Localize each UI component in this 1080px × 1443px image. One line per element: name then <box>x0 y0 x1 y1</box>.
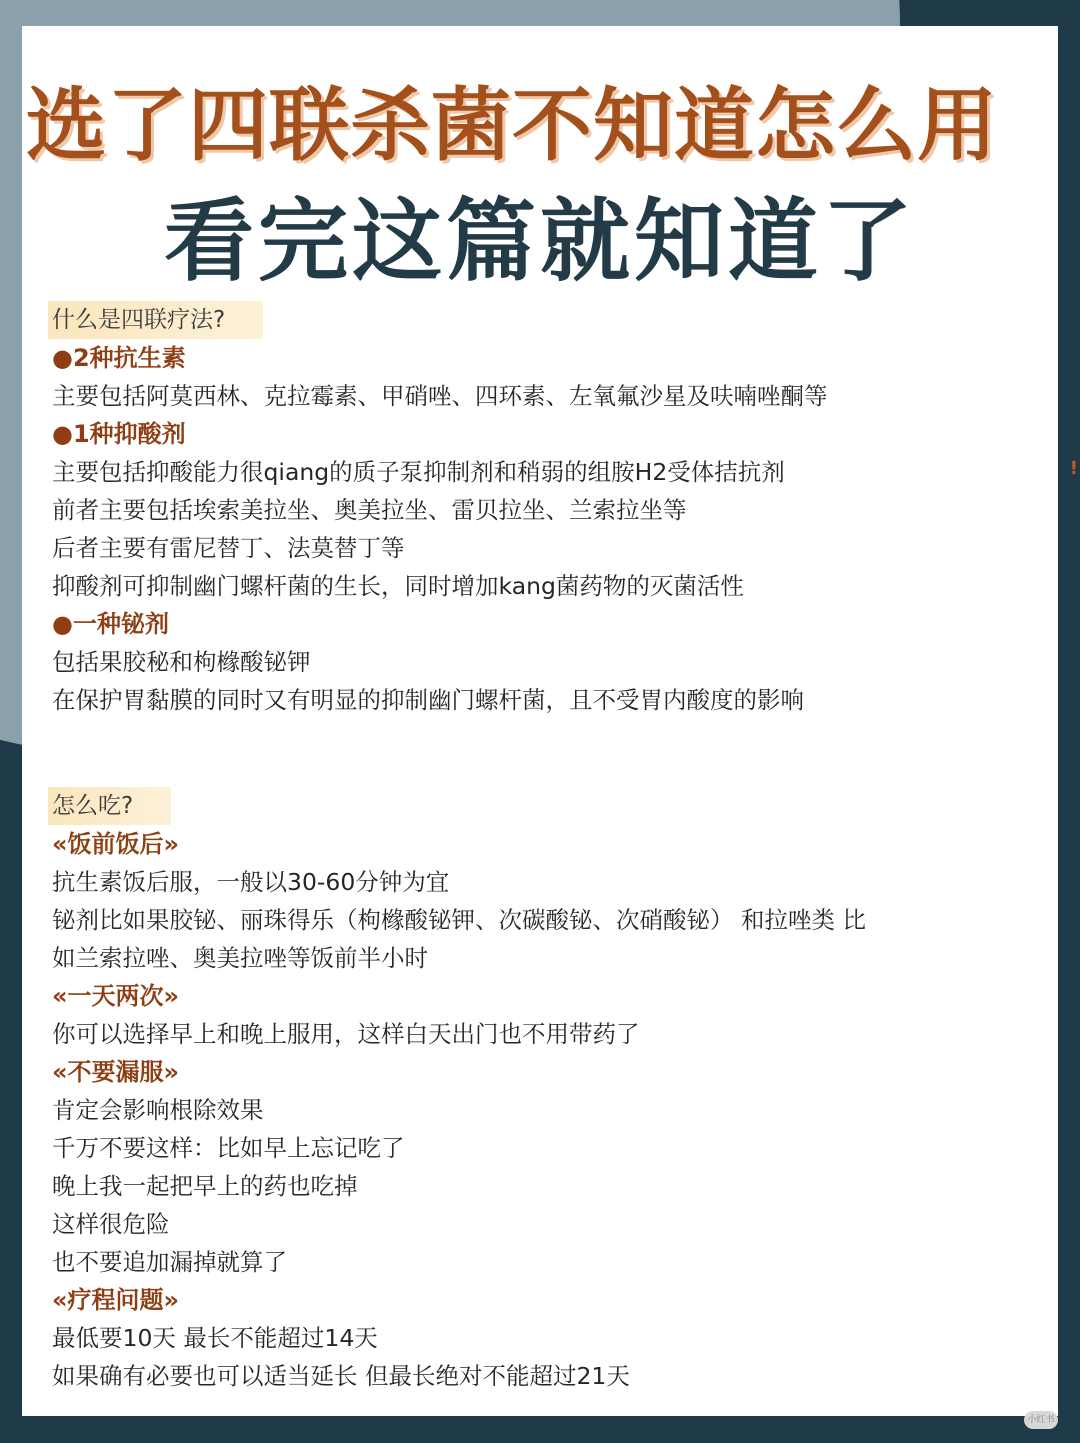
subheading-dont-miss-dose: «不要漏服» <box>52 1058 180 1086</box>
text-line: 抗生素饭后服，一般以30-60分钟为宜 <box>52 868 450 896</box>
text-line: 千万不要这样：比如早上忘记吃了 <box>52 1134 405 1162</box>
text-line: 你可以选择早上和晚上服用，这样白天出门也不用带药了 <box>52 1020 640 1048</box>
text-line: 前者主要包括埃索美拉坐、奥美拉坐、雷贝拉坐、兰索拉坐等 <box>52 496 687 524</box>
edge-mark: ! <box>1069 458 1078 479</box>
text-line: 铋剂比如果胶铋、丽珠得乐（枸橼酸铋钾、次碳酸铋、次硝酸铋） 和拉唑类 比 <box>52 906 866 934</box>
title-line-2: 看完这篇就知道了 <box>164 189 916 294</box>
article-body <box>52 301 1032 1395</box>
text-line: 如果确有必要也可以适当延长 但最长绝对不能超过21天 <box>52 1362 630 1390</box>
text-line: 也不要追加漏掉就算了 <box>52 1248 287 1276</box>
text-line: 包括果胶秘和枸橼酸铋钾 <box>52 648 311 676</box>
text-line: 后者主要有雷尼替丁、法莫替丁等 <box>52 534 405 562</box>
subheading-acid-suppressant: ●1种抑酸剂 <box>52 420 186 448</box>
section-heading-how-to-take: 怎么吃? <box>48 787 171 825</box>
text-line: 晚上我一起把早上的药也吃掉 <box>52 1172 358 1200</box>
text-line: 主要包括抑酸能力很qiang的质子泵抑制剂和稍弱的组胺H2受体拮抗剂 <box>52 458 785 486</box>
watermark-logo: 小红书 <box>1024 1411 1058 1429</box>
text-line: 主要包括阿莫西林、克拉霉素、甲硝唑、四环素、左氧氟沙星及呋喃唑酮等 <box>52 382 828 410</box>
subheading-antibiotics: ●2种抗生素 <box>52 344 186 372</box>
text-line: 如兰索拉唑、奥美拉唑等饭前半小时 <box>52 944 428 972</box>
text-line: 最低要10天 最长不能超过14天 <box>52 1324 378 1352</box>
text-line: 在保护胃黏膜的同时又有明显的抑制幽门螺杆菌，且不受胃内酸度的影响 <box>52 686 804 714</box>
section-spacer <box>52 757 1032 787</box>
section-heading-what-is: 什么是四联疗法? <box>48 301 263 339</box>
text-line: 这样很危险 <box>52 1210 170 1238</box>
text-line: 抑酸剂可抑制幽门螺杆菌的生长，同时增加kang菌药物的灭菌活性 <box>52 572 744 600</box>
text-line: 肯定会影响根除效果 <box>52 1096 264 1124</box>
subheading-bismuth: ●一种铋剂 <box>52 610 169 638</box>
subheading-before-after-meal: «饭前饭后» <box>52 830 180 858</box>
subheading-twice-daily: «一天两次» <box>52 982 180 1010</box>
subheading-course-duration: «疗程问题» <box>52 1286 180 1314</box>
title-line-1: 选了四联杀菌不知道怎么用 <box>26 79 998 172</box>
section-spacer <box>52 719 1032 757</box>
